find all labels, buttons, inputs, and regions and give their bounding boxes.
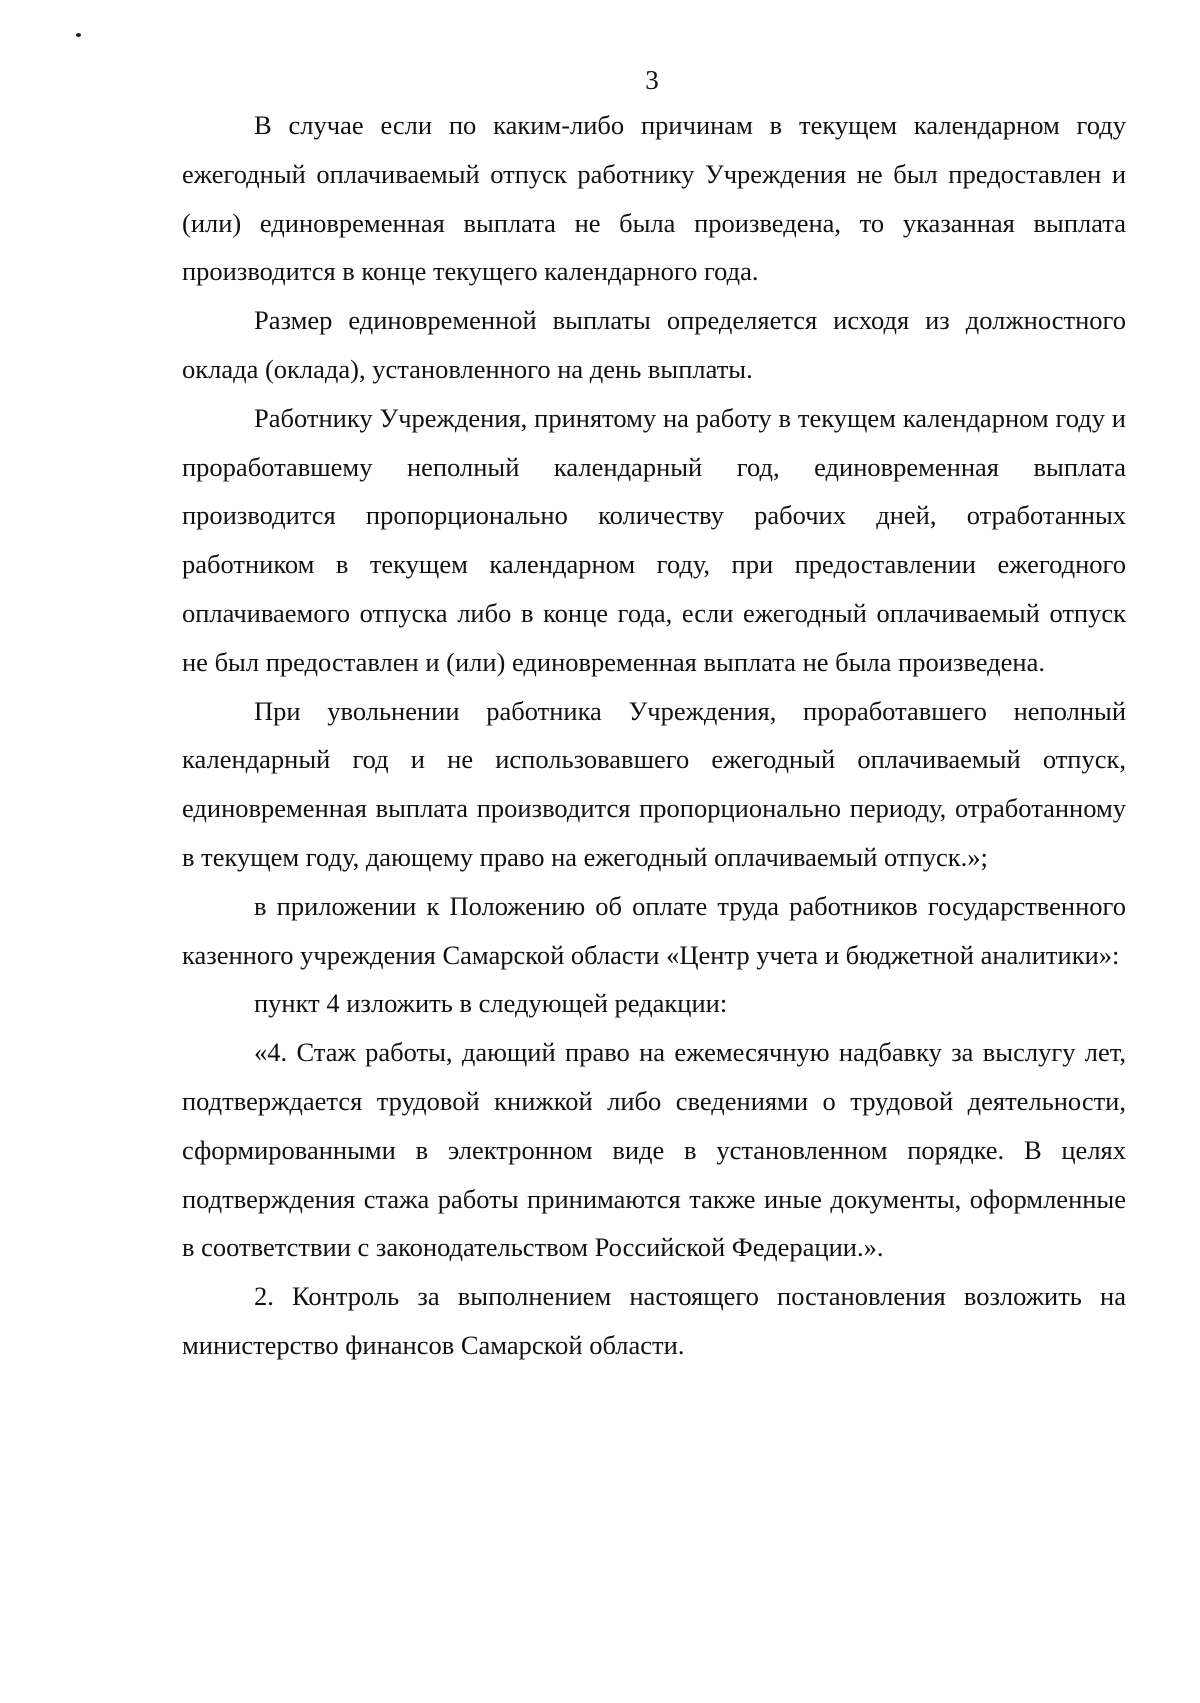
- paragraph-control: 2. Контроль за выполнением настоящего постановления возложить на министерство финансов Самарской области.: [182, 1281, 1126, 1360]
- paragraph-new-employee: Работнику Учреждения, принятому на работу в текущем календарном году и проработавшему неполный календарный год, единовременная выплата производится пропорционально количеству рабочих дней, отработанных работником в текущем календарном году, при предоставлении ежегодного оплачиваемого отпуска либо в конце года, если ежегодный оплачиваемый отпуск не был предоставлен и (или) единовременная выплата не была произведена.: [182, 402, 1126, 677]
- paragraph-item-4-text: «4. Стаж работы, дающий право на ежемесячную надбавку за выслугу лет, подтверждается трудовой книжкой либо сведениями о трудовой деятельности, сформированными в электронном виде в установленном порядке. В целях подтверждения стажа работы принимаются также иные документы, оформленные в соответствии с законодательством Российской Федерации.».: [182, 1037, 1126, 1263]
- scan-speck: [76, 33, 81, 37]
- paragraph-dismissal: При увольнении работника Учреждения, проработавшего неполный календарный год и не использовавшего ежегодный оплачиваемый отпуск, единовременная выплата производится пропорционально периоду, отработанному в текущем году, дающему право на ежегодный оплачиваемый отпуск.»;: [182, 695, 1126, 872]
- paragraph-appendix-reference: в приложении к Положению об оплате труда работников государственного казенного учреждения Самарской области «Центр учета и бюджетной аналитики»:: [182, 890, 1126, 970]
- page-number: 3: [645, 65, 659, 95]
- paragraph-item-4-instruction: пункт 4 изложить в следующей редакции:: [254, 988, 728, 1019]
- document-body: [182, 101, 1126, 1370]
- paragraph-annual-leave-payment: В случае если по каким-либо причинам в текущем календарном году ежегодный оплачиваемый отпуск работнику Учреждения не был предоставлен и (или) единовременная выплата не была произведена, то указанная выплата производится в конце текущего календарного года.: [182, 110, 1126, 287]
- paragraph-payment-amount: Размер единовременной выплаты определяется исходя из должностного оклада (оклада), установленного на день выплаты.: [182, 305, 1126, 384]
